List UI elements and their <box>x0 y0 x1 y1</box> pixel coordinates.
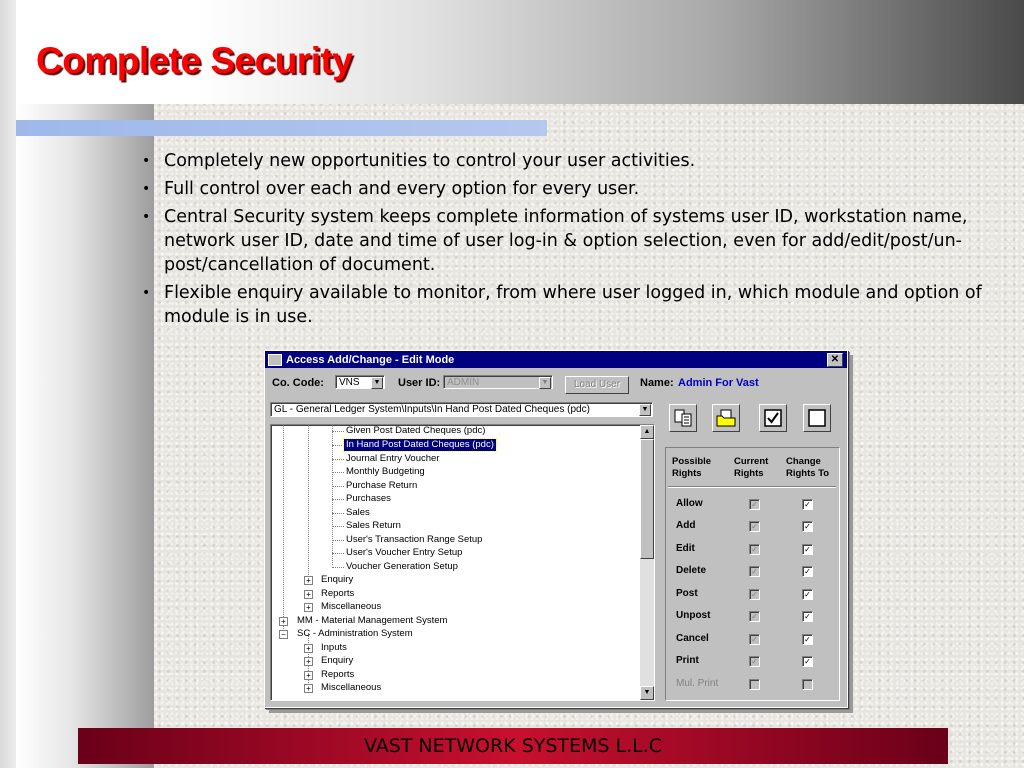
expand-icon[interactable]: + <box>304 657 313 666</box>
user-id-select[interactable]: ADMIN ▼ <box>443 375 553 389</box>
tree-item[interactable]: Journal Entry Voucher <box>346 453 440 464</box>
current-mul-print-checkbox <box>749 679 760 690</box>
header-divider <box>668 486 836 488</box>
dialog-titlebar <box>265 351 847 368</box>
right-label-edit: Edit <box>676 543 695 554</box>
tree-item[interactable]: SC - Administration System <box>297 628 413 639</box>
scroll-down-icon[interactable]: ▼ <box>640 686 654 700</box>
co-code-label: Co. Code: <box>272 377 324 389</box>
right-label-mul-print: Mul. Print <box>676 678 719 689</box>
expand-icon[interactable]: + <box>304 576 313 585</box>
change-post-checkbox[interactable]: ✓ <box>802 589 813 600</box>
load-user-button[interactable]: Load User <box>565 376 629 394</box>
chevron-down-icon[interactable]: ▼ <box>539 377 551 389</box>
tree-item-selected[interactable]: In Hand Post Dated Cheques (pdc) <box>346 439 494 450</box>
change-unpost-checkbox[interactable]: ✓ <box>802 611 813 622</box>
open-folder-button[interactable] <box>712 404 740 432</box>
current-unpost-checkbox: ✓ <box>749 611 760 622</box>
current-cancel-checkbox: ✓ <box>749 634 760 645</box>
app-icon <box>268 354 282 366</box>
collapse-icon[interactable]: − <box>279 630 288 639</box>
change-mul-print-checkbox <box>802 679 813 690</box>
change-cancel-checkbox[interactable]: ✓ <box>802 634 813 645</box>
expand-icon[interactable]: + <box>304 590 313 599</box>
current-delete-checkbox: ✓ <box>749 566 760 577</box>
tree-item[interactable]: Purchases <box>346 493 391 504</box>
tree-item[interactable]: Sales <box>346 507 370 518</box>
co-code-select[interactable]: VNS ▼ <box>335 375 385 389</box>
tree-item[interactable]: Enquiry <box>321 655 354 666</box>
tree-item[interactable]: Reports <box>321 669 355 680</box>
name-label: Name: <box>640 377 674 389</box>
tree-item[interactable]: Given Post Dated Cheques (pdc) <box>346 425 486 436</box>
right-label-delete: Delete <box>676 565 707 576</box>
clear-all-button[interactable] <box>803 404 831 432</box>
expand-icon[interactable]: + <box>304 684 313 693</box>
bullet-item: • Full control over each and every option for every user. <box>142 179 640 199</box>
chevron-down-icon[interactable]: ▼ <box>371 377 383 389</box>
change-add-checkbox[interactable]: ✓ <box>802 521 813 532</box>
scroll-thumb[interactable] <box>640 439 654 559</box>
access-dialog <box>264 350 848 708</box>
change-print-checkbox[interactable]: ✓ <box>802 656 813 667</box>
checked-box-icon <box>763 408 783 428</box>
slide-title: Complete Security <box>36 40 353 81</box>
right-label-add: Add <box>676 520 696 531</box>
current-allow-checkbox: ✓ <box>749 499 760 510</box>
select-all-button[interactable] <box>759 404 787 432</box>
right-label-cancel: Cancel <box>676 633 709 644</box>
bullet-list <box>142 149 992 333</box>
tree-item[interactable]: Purchase Return <box>346 480 418 491</box>
tree-item[interactable]: Sales Return <box>346 520 401 531</box>
footer-banner: VAST NETWORK SYSTEMS L.L.C <box>78 728 948 764</box>
change-edit-checkbox[interactable]: ✓ <box>802 544 813 555</box>
chevron-down-icon[interactable]: ▼ <box>639 404 651 416</box>
folder-icon <box>715 408 737 428</box>
right-label-unpost: Unpost <box>676 610 711 621</box>
current-edit-checkbox: ✓ <box>749 544 760 555</box>
module-tree[interactable] <box>270 424 655 701</box>
tree-item[interactable]: Inputs <box>321 642 347 653</box>
possible-rights-header: Possible Rights <box>672 456 712 479</box>
close-button[interactable]: ✕ <box>827 353 843 367</box>
path-select[interactable]: GL - General Ledger System\Inputs\In Hand Post Dated Cheques (pdc) ▼ <box>270 402 653 417</box>
bullet-item: • Central Security system keeps complete information of systems user ID, workstation name, network user ID, date and time of user log-in & option selection, even for add/edit/post/un-post/cancellation of document. <box>142 207 968 275</box>
tree-item[interactable]: Reports <box>321 588 355 599</box>
right-label-post: Post <box>676 588 698 599</box>
tree-item[interactable]: User's Voucher Entry Setup <box>346 547 463 558</box>
title-underline-bar <box>16 120 547 136</box>
tree-scrollbar[interactable] <box>640 425 654 700</box>
expand-icon[interactable]: + <box>304 644 313 653</box>
rights-panel <box>665 447 840 701</box>
tree-item[interactable]: Enquiry <box>321 574 354 585</box>
expand-icon[interactable]: + <box>304 671 313 680</box>
scroll-up-icon[interactable]: ▲ <box>640 425 654 439</box>
current-rights-header: Current Rights <box>734 456 769 479</box>
name-value: Admin For Vast <box>678 377 759 389</box>
right-label-print: Print <box>676 655 699 666</box>
right-label-allow: Allow <box>676 498 703 509</box>
tree-item[interactable]: Miscellaneous <box>321 682 382 693</box>
empty-box-icon <box>807 408 827 428</box>
change-delete-checkbox[interactable]: ✓ <box>802 566 813 577</box>
tree-item[interactable]: Miscellaneous <box>321 601 382 612</box>
tree-item[interactable]: Voucher Generation Setup <box>346 561 458 572</box>
tree-item[interactable]: MM - Material Management System <box>297 615 448 626</box>
current-add-checkbox: ✓ <box>749 521 760 532</box>
bullet-item: • Completely new opportunities to control your user activities. <box>142 151 696 171</box>
tree-item[interactable]: Monthly Budgeting <box>346 466 425 477</box>
user-id-label: User ID: <box>398 377 441 389</box>
tree-item[interactable]: User's Transaction Range Setup <box>346 534 483 545</box>
expand-icon[interactable]: + <box>304 603 313 612</box>
bullet-item: • Flexible enquiry available to monitor, from where user logged in, which module and option of module is in use. <box>142 283 982 327</box>
change-rights-header: Change Rights To <box>786 456 830 479</box>
current-post-checkbox: ✓ <box>749 589 760 600</box>
dialog-title: Access Add/Change - Edit Mode <box>286 353 455 366</box>
current-print-checkbox: ✓ <box>749 656 760 667</box>
change-allow-checkbox[interactable]: ✓ <box>802 499 813 510</box>
copy-rights-button[interactable] <box>669 404 697 432</box>
copy-icon <box>673 408 693 428</box>
expand-icon[interactable]: + <box>279 617 288 626</box>
side-white-stripe <box>16 0 154 768</box>
